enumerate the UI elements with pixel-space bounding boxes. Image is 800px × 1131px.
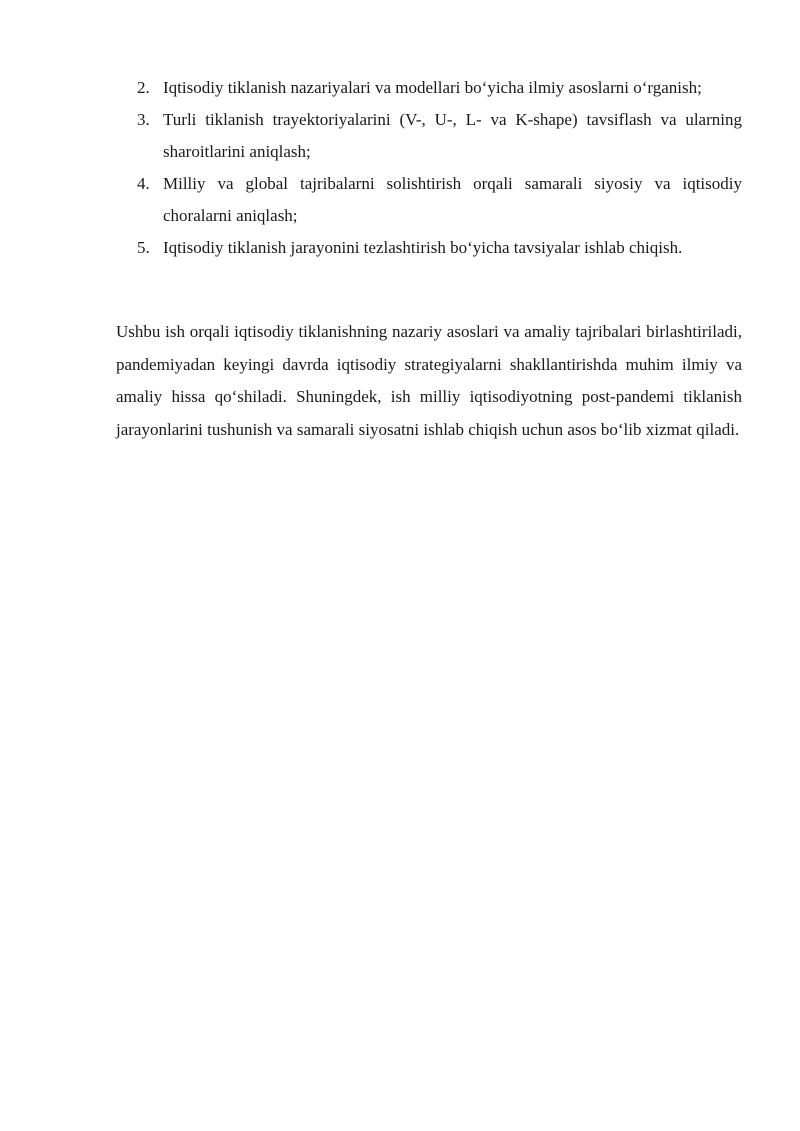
list-item-text: Iqtisodiy tiklanish nazariyalari va modellari bo‘yicha ilmiy asoslarni o‘rganish;	[163, 78, 702, 97]
list-item-number: 2.	[137, 78, 150, 97]
list-item-text: Turli tiklanish trayektoriyalarini (V-, U-, L- va K-shape) tavsiflash va ularning sharoitlarini aniqlash;	[163, 110, 742, 161]
list-item-text: Milliy va global tajribalarni solishtirish orqali samarali siyosiy va iqtisodiy choralarni aniqlash;	[163, 174, 742, 225]
body-paragraph: Ushbu ish orqali iqtisodiy tiklanishning nazariy asoslari va amaliy tajribalari birlashtiriladi, pandemiyadan keyingi davrda iqtisodiy strategiyalarni shakllantirishda muhim ilmiy va amaliy hissa qo‘shiladi. Shuningdek, ish milliy iqtisodiyotning post-pandemi tiklanish jarayonlarini tushunish va samarali siyosatni ishlab chiqish uchun asos bo‘lib xizmat qiladi.	[116, 322, 742, 439]
list-item-number: 4.	[137, 174, 150, 193]
list-item-text: Iqtisodiy tiklanish jarayonini tezlashtirish bo‘yicha tavsiyalar ishlab chiqish.	[163, 238, 683, 257]
list-item	[116, 104, 742, 168]
list-item	[116, 168, 742, 232]
list-item	[116, 232, 742, 264]
objectives-list	[116, 72, 742, 264]
list-item	[116, 72, 742, 104]
list-item-number: 5.	[137, 238, 150, 257]
list-item-number: 3.	[137, 110, 150, 129]
